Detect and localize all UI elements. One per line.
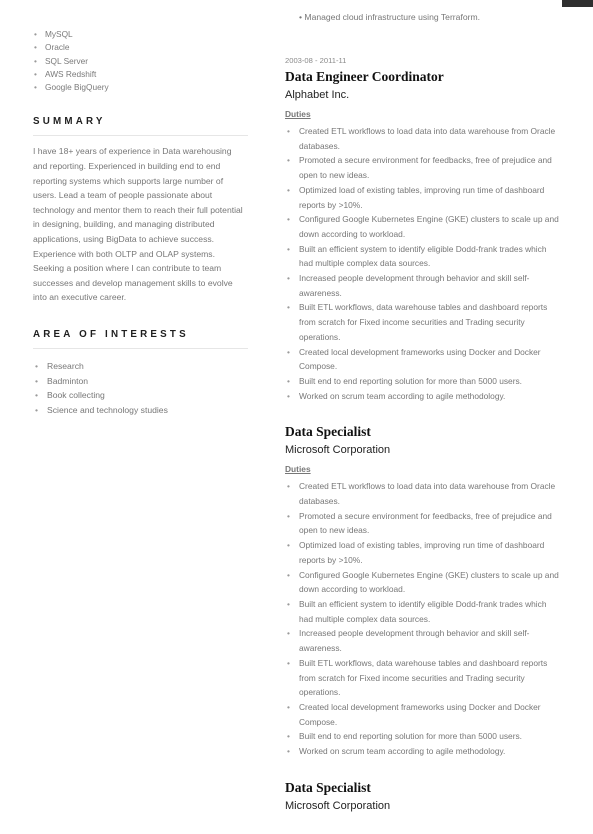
- duty-item: • Built ETL workflows, data warehouse tables and dashboard reports from scratch for Fixed income securities and Trading security operations.: [299, 656, 560, 700]
- duty-item: • Optimized load of existing tables, improving run time of dashboard reports by >10%.: [299, 538, 560, 567]
- job-title: Data Specialist: [285, 424, 371, 440]
- interest-item: • Research: [47, 359, 248, 374]
- interest-item: • Science and technology studies: [47, 403, 248, 418]
- duty-item: • Created ETL workflows to load data into data warehouse from Oracle databases.: [299, 124, 560, 153]
- duties-list: [285, 479, 560, 758]
- duties-label: Duties: [285, 464, 311, 475]
- duty-item: • Increased people development through behavior and skill self-awareness.: [299, 626, 560, 655]
- interests-list: [33, 359, 248, 417]
- job-company: Microsoft Corporation: [285, 444, 391, 457]
- duty-item: • Built ETL workflows, data warehouse tables and dashboard reports from scratch for Fixed income securities and Trading security operations.: [299, 300, 560, 344]
- job-entry: [285, 779, 560, 814]
- job-title: Data Specialist: [285, 779, 371, 795]
- duty-item: • Created ETL workflows to load data into data warehouse from Oracle databases.: [299, 479, 560, 508]
- left-column: [33, 28, 248, 417]
- skill-item: • Oracle: [45, 41, 248, 54]
- duty-item: • Worked on scrum team according to agile methodology.: [299, 744, 560, 759]
- interests-heading: AREA OF INTERESTS: [33, 329, 248, 349]
- duty-item: • Built end to end reporting solution for more than 5000 users.: [299, 729, 560, 744]
- duty-item: • Created local development frameworks using Docker and Docker Compose.: [299, 700, 560, 729]
- job-company: Alphabet Inc.: [285, 89, 350, 101]
- cut-off-duty-line: • Managed cloud infrastructure using Terraform.: [299, 12, 481, 22]
- skill-item: • SQL Server: [45, 55, 248, 68]
- duties-label: Duties: [285, 109, 311, 119]
- duty-item: • Worked on scrum team according to agile methodology.: [299, 389, 560, 404]
- job-entry: [285, 423, 560, 758]
- duty-item: • Created local development frameworks using Docker and Docker Compose.: [299, 345, 560, 374]
- summary-text: I have 18+ years of experience in Data warehousing and reporting. Experienced in building end to end reporting systems which supports large number of users. Lead a team of people passionate about technology and mentor them to reach their full potential in designing, building, and managing distributed applications, using BigData to achieve success. Experience with both OLTP and OLAP systems. Seeking a position where I can contribute to team successes and develop management skills to evolve into an executive career.: [33, 146, 243, 303]
- interest-item: • Book collecting: [47, 388, 248, 403]
- duty-item: • Configured Google Kubernetes Engine (GKE) clusters to scale up and down according to workload.: [299, 568, 560, 597]
- skills-list: [33, 28, 248, 94]
- duty-item: • Promoted a secure environment for feedbacks, free of prejudice and open to new ideas.: [299, 153, 560, 182]
- duty-item: • Optimized load of existing tables, improving run time of dashboard reports by >10%.: [299, 183, 560, 212]
- job-dates: 2003-08 - 2011-11: [285, 56, 347, 65]
- top-bar-accent: [562, 0, 593, 7]
- duty-item: • Increased people development through behavior and skill self-awareness.: [299, 271, 560, 300]
- job-company: Microsoft Corporation: [285, 799, 391, 812]
- interest-item: • Badminton: [47, 374, 248, 389]
- summary-heading: SUMMARY: [33, 116, 248, 136]
- right-column: [285, 12, 560, 834]
- skill-item: • AWS Redshift: [45, 68, 248, 81]
- duty-item: • Built an efficient system to identify eligible Dodd-frank trades which had multiple complex data sources.: [299, 242, 560, 271]
- skill-item: • Google BigQuery: [45, 81, 248, 94]
- duty-item: • Built an efficient system to identify eligible Dodd-frank trades which had multiple complex data sources.: [299, 597, 560, 626]
- duties-list: [285, 124, 560, 403]
- job-entry: [285, 56, 560, 403]
- duty-item: • Promoted a secure environment for feedbacks, free of prejudice and open to new ideas.: [299, 509, 560, 538]
- job-title: Data Engineer Coordinator: [285, 69, 444, 84]
- top-bar: [0, 0, 593, 7]
- cut-off-duty-text: Managed cloud infrastructure using Terraform.: [304, 12, 481, 22]
- duty-item: • Built end to end reporting solution for more than 5000 users.: [299, 374, 560, 389]
- duty-item: • Configured Google Kubernetes Engine (GKE) clusters to scale up and down according to workload.: [299, 212, 560, 241]
- skill-item: • MySQL: [45, 28, 248, 41]
